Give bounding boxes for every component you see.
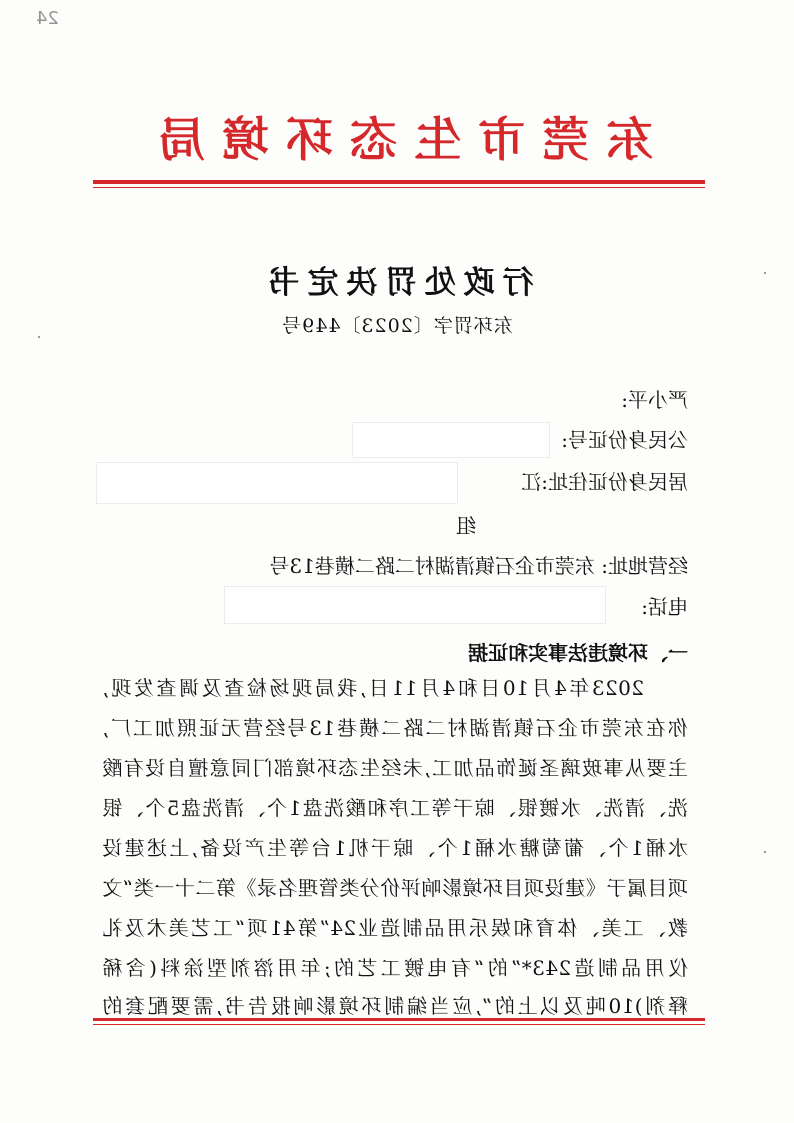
footer-rule-thin [93, 1024, 705, 1025]
paragraph-line: 释剂)10吨及以上的”,应当编制环境影响报告书,需要配套的 [102, 994, 688, 1018]
document-number: 东环罚字〔2023〕449号 [281, 315, 513, 337]
party-name: 严小平: [621, 388, 688, 412]
scan-speck [38, 336, 40, 338]
paragraph-line: 洗、清洗、水镀银、晾干等工序和酸洗盘1个、清洗盘5个、银 [102, 796, 688, 820]
header-rule-thin [93, 187, 705, 188]
paragraph-line: 水桶1个、葡萄糖水桶1个、晾干机1台等生产设备,上述建设 [102, 836, 688, 860]
scan-speck [764, 272, 766, 274]
footer-rule-thick [93, 1018, 705, 1021]
id-number-label: 公民身份证号: [561, 428, 688, 452]
business-address: 经营地址: 东莞市企石镇清湖村二路二横巷13号 [269, 554, 688, 578]
paragraph-line: 2023年4月10日和4月11日,我局现场检查及调查发现, [102, 676, 644, 700]
paragraph-line: 项目属于《建设项目环境影响评价分类管理名录》第二十一类“文 [102, 876, 688, 900]
address-label: 居民身份证住址: [541, 470, 688, 494]
header-rule-thick [93, 180, 705, 184]
paragraph-line: 主要从事玻璃圣诞饰品加工,未经生态环境部门同意擅自设有酸 [102, 756, 688, 780]
id-number-row [561, 430, 688, 450]
scan-speck [764, 851, 766, 853]
phone-redacted [224, 586, 606, 624]
document-title: 行政处罚决定书 [260, 265, 534, 300]
page-number: 24 [36, 8, 59, 29]
address-redacted [96, 462, 458, 504]
address-start: 江 [521, 470, 542, 494]
paragraph-line: 你在东莞市企石镇清湖村二路二横巷13号经营无证照加工厂, [102, 716, 688, 740]
paragraph-line: 仪用品制造243*”的“有电镀工艺的;年用溶剂型涂料(含稀 [102, 956, 688, 980]
agency-header: 东莞市生态环境局 [141, 115, 653, 167]
section-1-heading: 一、环境违法事实和证据 [468, 641, 688, 665]
phone-row [641, 597, 688, 617]
phone-label: 电话: [641, 595, 688, 619]
paragraph-line: 教、工美、体育和娱乐用品制造业24”第41项“工艺美术及礼 [102, 916, 688, 940]
address-end: 组 [456, 514, 476, 538]
id-number-redacted [352, 422, 550, 458]
address-row [521, 472, 688, 492]
